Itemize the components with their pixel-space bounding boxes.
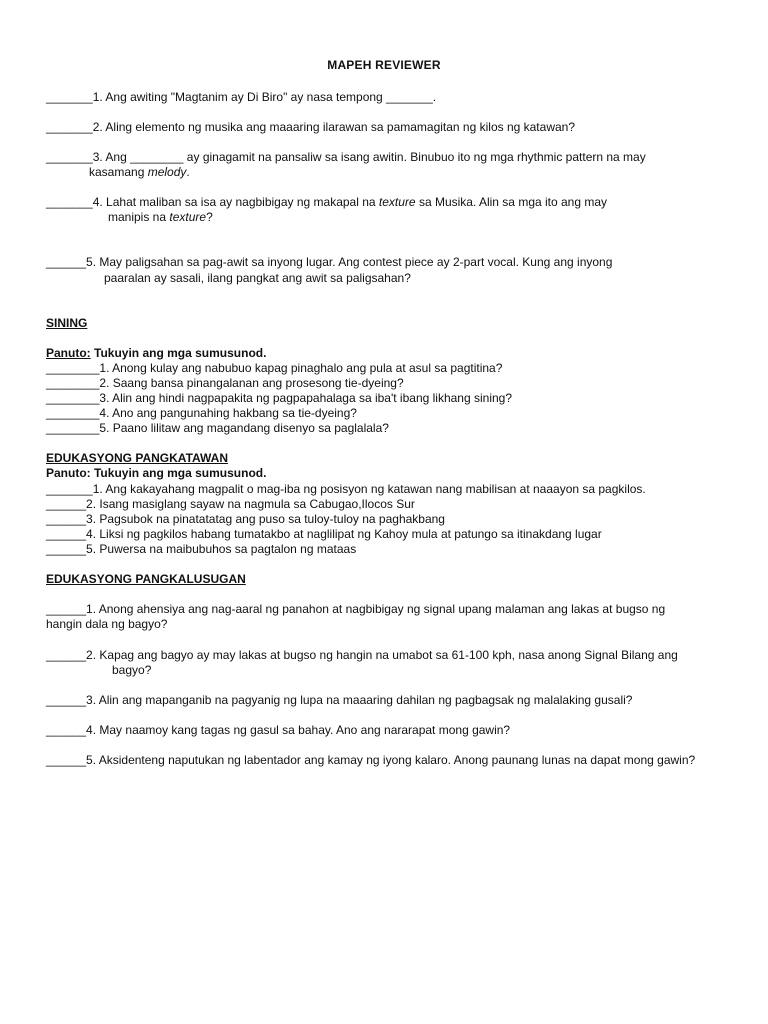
section-heading-sining: SINING [46, 316, 88, 330]
question-text: ? [206, 210, 213, 224]
edkal-question-5: ______5. Aksidenteng naputukan ng labentador ang kamay ng iyong kalaro. Anong paunang lunas na dapat mong gawin? [46, 753, 696, 767]
question-text: 4. Lahat maliban sa isa ay nagbibigay ng makapal na [92, 195, 379, 209]
sining-item-2: ________2. Saang bansa pinangalanan ang prosesong tie-dyeing? [46, 376, 404, 390]
edkat-instructions: Panuto: Tukuyin ang mga sumusunod. [46, 466, 267, 480]
music-question-3 [46, 150, 646, 165]
answer-blank: _______ [46, 150, 93, 164]
question-text: kasamang [89, 165, 148, 179]
edkat-item-1: _______1. Ang kakayahang magpalit o mag-iba ng posisyon ng katawan nang mabilisan at naaayon sa pagkilos. [46, 482, 646, 496]
sining-item-3: ________3. Alin ang hindi nagpapakita ng pagpapahalaga sa iba't ibang likhang sining? [46, 391, 513, 405]
question-text: manipis na [108, 210, 170, 224]
music-question-2 [46, 120, 575, 135]
edkat-item-5: ______5. Puwersa na maibubuhos sa pagtalon ng mataas [46, 542, 357, 556]
instructions-text: Tukuyin ang mga sumusunod. [90, 346, 267, 360]
question-text: sa Musika. Alin sa mga ito ang may [415, 195, 608, 209]
edkal-question-1: ______1. Anong ahensiya ang nag-aaral ng panahon at nagbibigay ng signal upang malaman ang lakas at bugso ng [46, 602, 666, 616]
edkal-question-2-continuation: bagyo? [112, 663, 152, 677]
question-text: 5. May paligsahan sa pag-awit sa inyong lugar. Ang contest piece ay 2-part vocal. Kung ang inyong [86, 255, 613, 269]
italic-term: melody [147, 165, 187, 179]
music-question-5 [46, 255, 612, 270]
edkal-question-3: ______3. Alin ang mapanganib na pagyanig ng lupa na maaaring dahilan ng pagbagsak ng malalaking gusali? [46, 693, 633, 707]
edkal-question-2: ______2. Kapag ang bagyo ay may lakas at bugso ng hangin na umabot sa 61-100 kph, nasa anong Signal Bilang ang [46, 648, 678, 662]
music-question-4-continuation [108, 210, 213, 225]
question-text: 1. Ang awiting "Magtanim ay Di Biro" ay nasa tempong _______. [92, 90, 437, 104]
music-question-1 [46, 90, 436, 105]
question-text: 2. Aling elemento ng musika ang maaaring ilarawan sa pamamagitan ng kilos ng katawan? [92, 120, 576, 134]
question-text: 3. Ang ________ ay ginagamit na pansaliw sa isang awitin. Binubuo ito ng mga rhythmic pattern na may [92, 150, 646, 164]
sining-instructions [46, 346, 266, 361]
answer-blank: _______ [46, 90, 93, 104]
edkat-item-4: ______4. Liksi ng pagkilos habang tumatakbo at naglilipat ng Kahoy mula at patungo sa itinakdang lugar [46, 527, 602, 541]
sining-item-4: ________4. Ano ang pangunahing hakbang sa tie-dyeing? [46, 406, 357, 420]
question-text: . [186, 165, 190, 179]
section-heading-edukasyong-pangkatawan: EDUKASYONG PANGKATAWAN [46, 451, 229, 465]
edkat-item-3: ______3. Pagsubok na pinatatatag ang puso sa tuloy-tuloy na paghakbang [46, 512, 445, 526]
answer-blank: _______ [46, 195, 93, 209]
answer-blank: ______ [46, 255, 87, 269]
italic-term: texture [378, 195, 416, 209]
instructions-label: Panuto: [46, 346, 91, 360]
italic-term: texture [169, 210, 207, 224]
edkat-item-2: ______2. Isang masiglang sayaw na nagmula sa Cabugao,Ilocos Sur [46, 497, 415, 511]
edkal-question-1-continuation: hangin dala ng bagyo? [46, 617, 168, 631]
sining-item-5: ________5. Paano lilitaw ang magandang disenyo sa paglalala? [46, 421, 389, 435]
music-question-4 [46, 195, 607, 210]
sining-item-1: ________1. Anong kulay ang nabubuo kapag pinaghalo ang pula at asul sa pagtitina? [46, 361, 503, 375]
page-title: MAPEH REVIEWER [327, 58, 441, 72]
edkal-question-4: ______4. May naamoy kang tagas ng gasul sa bahay. Ano ang nararapat mong gawin? [46, 723, 511, 737]
answer-blank: _______ [46, 120, 93, 134]
music-question-3-continuation [89, 165, 190, 180]
section-heading-edukasyong-pangkalusugan: EDUKASYONG PANGKALUSUGAN [46, 572, 246, 586]
music-question-5-continuation: paaralan ay sasali, ilang pangkat ang awit sa paligsahan? [104, 271, 411, 285]
